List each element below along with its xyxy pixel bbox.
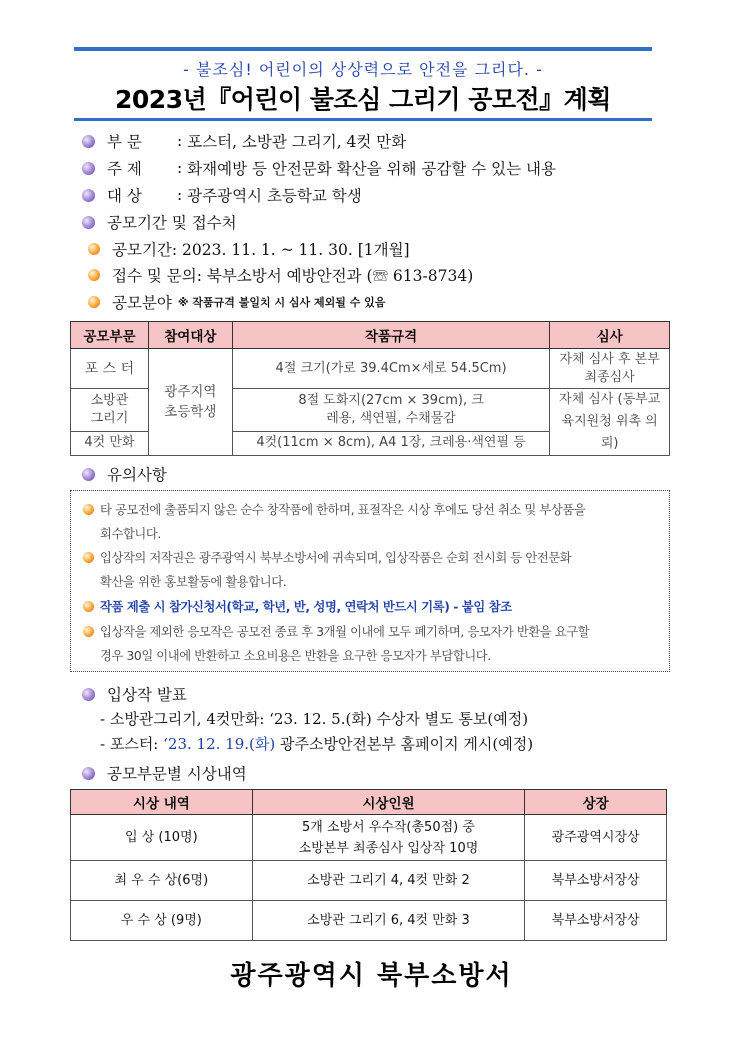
overview-label: 대 상 (107, 187, 142, 205)
note-item (83, 620, 663, 668)
orange-bullet-icon (83, 601, 94, 612)
count-cell: 소방관 그리기 4, 4컷 만화 2 (252, 861, 525, 901)
table-header-row (71, 322, 670, 349)
purple-bullet-icon (82, 216, 95, 229)
category-table (70, 321, 670, 456)
note-item (83, 498, 663, 546)
table-header-cell: 공모부문 (71, 322, 149, 349)
section-heading: 입상작 발표 (107, 686, 187, 704)
note-line: 작품 제출 시 참가신청서(학교, 학년, 반, 성명, 연락처 반드시 기록) - 붙임 참조 (100, 600, 512, 614)
count-line: 5개 소방서 우수작(총50점) 중 (301, 819, 475, 835)
notes-box (70, 490, 670, 672)
announce-rest: 광주소방안전본부 홈페이지 게시(예정) (275, 735, 534, 753)
purple-bullet-icon (82, 162, 95, 175)
count-cell: 소방관 그리기 6, 4컷 만화 3 (252, 901, 525, 941)
award-cell: 입 상 (10명) (71, 815, 253, 861)
certificate-cell: 광주광역시장상 (525, 815, 667, 861)
note-item (83, 546, 663, 594)
purple-bullet-icon (82, 468, 95, 481)
announce-prefix: - 포스터: (100, 735, 164, 753)
certificate-cell: 북부소방서장상 (525, 901, 667, 941)
notes-heading (82, 463, 167, 485)
count-line: 소방본부 최종심사 입상작 10명 (298, 840, 479, 856)
announce-line (100, 733, 533, 754)
section-heading: 공모부문별 시상내역 (107, 765, 247, 783)
overview-label: 부 문 (107, 133, 142, 151)
table-header-row (71, 790, 667, 815)
overview-value: 화재예방 등 안전문화 확산을 위해 공감할 수 있는 내용 (187, 160, 556, 178)
orange-bullet-icon (88, 269, 100, 281)
overview-item-theme: 주 제 : 화재예방 등 안전문화 확산을 위해 공감할 수 있는 내용 (82, 157, 556, 179)
note-line: 타 공모전에 출품되지 않은 순수 창작품에 한하며, 표절작은 시상 후에도 당선 취소 및 부상품을 (100, 503, 586, 517)
overview-label: 주 제 (107, 160, 142, 178)
category-label: 공모분야 (112, 294, 172, 312)
certificate-cell: 북부소방서장상 (525, 861, 667, 901)
overview-value: 포스터, 소방관 그리기, 4컷 만화 (187, 133, 407, 151)
category-cell: 소방관 그리기 (71, 389, 149, 432)
target-text: 광주지역 초등학생 (164, 384, 217, 420)
purple-bullet-icon (82, 767, 95, 780)
purple-bullet-icon (82, 688, 95, 701)
review-cell: 자체 심사 (동부교육지원청 위촉 의뢰) (550, 389, 670, 456)
count-cell (252, 815, 525, 861)
note-line: 입상작의 저작권은 광주광역시 북부소방서에 귀속되며, 입상작품은 순회 전시회 등 안전문화 (100, 551, 572, 565)
note-line: 회수합니다. (100, 527, 161, 541)
orange-bullet-icon (83, 552, 94, 563)
overview-item-category: 부 문 : 포스터, 소방관 그리기, 4컷 만화 (82, 130, 406, 152)
footer-organization: 광주광역시 북부소방서 (230, 961, 513, 991)
table-header-cell: 시상 내역 (71, 790, 253, 815)
table-row (71, 349, 670, 389)
note-line: 입상작을 제외한 응모작은 공모전 종료 후 3개월 이내에 모두 폐기하며, 응모자가 반환을 요구할 (100, 625, 590, 639)
announce-date: ‘23. 12. 19.(화) (163, 735, 276, 753)
note-item-highlight (83, 595, 663, 619)
spec-cell: 4절 크기(가로 39.4Cm×세로 54.5Cm) (232, 349, 549, 389)
orange-bullet-icon (83, 626, 94, 637)
subtitle: - 불조심! 어린이의 상상력으로 안전을 그리다. - (183, 60, 543, 79)
table-header-cell: 시상인원 (252, 790, 525, 815)
announce-line: - 소방관그리기, 4컷만화: ‘23. 12. 5.(화) 수상자 별도 통보(예정) (100, 710, 529, 728)
page-title: 2023년『어린이 불조심 그리기 공모전』계획 (115, 85, 611, 114)
orange-bullet-icon (88, 243, 100, 255)
orange-bullet-icon (83, 504, 94, 515)
awards-table (70, 789, 667, 941)
period-text: 공모기간: 2023. 11. 1. ~ 11. 30. [1개월] (112, 241, 410, 259)
section-heading: 유의사항 (107, 466, 167, 484)
overview-item-target: 대 상 : 광주광역시 초등학교 학생 (82, 184, 362, 206)
table-row (71, 901, 667, 941)
orange-bullet-icon (88, 296, 100, 308)
announce-heading (82, 683, 187, 705)
award-cell: 우 수 상 (9명) (71, 901, 253, 941)
contact-item (88, 264, 473, 286)
table-header-cell: 작품규격 (232, 322, 549, 349)
awards-heading (82, 762, 247, 784)
period-item (88, 238, 410, 260)
table-row (71, 815, 667, 861)
target-cell (148, 349, 232, 456)
category-cell: 4컷 만화 (71, 431, 149, 455)
table-header-cell: 상장 (525, 790, 667, 815)
contact-text: 접수 및 문의: 북부소방서 예방안전과 (☏ 613-8734) (112, 267, 474, 285)
category-note: ※ 작품규격 불일치 시 심사 제외될 수 있음 (177, 296, 386, 309)
purple-bullet-icon (82, 135, 95, 148)
note-line: 확산을 위한 홍보활동에 활용합니다. (100, 575, 287, 589)
purple-bullet-icon (82, 189, 95, 202)
table-header-cell: 참여대상 (148, 322, 232, 349)
section-heading: 공모기간 및 접수처 (107, 214, 237, 232)
table-row (71, 861, 667, 901)
award-cell: 최 우 수 상(6명) (71, 861, 253, 901)
period-heading (82, 211, 237, 233)
note-line: 경우 30일 이내에 반환하고 소요비용은 반환을 요구한 응모자가 부담합니다. (100, 649, 491, 663)
spec-cell: 4컷(11cm × 8cm), A4 1장, 크레용·색연필 등 (232, 431, 549, 455)
review-cell: 자체 심사 후 본부 최종심사 (550, 349, 670, 389)
category-heading (88, 291, 385, 313)
category-cell: 포 스 터 (71, 349, 149, 389)
title-rule (74, 118, 652, 121)
spec-cell: 8절 도화지(27cm × 39cm), 크레용, 색연필, 수채물감 (232, 389, 549, 432)
table-header-cell: 심사 (550, 322, 670, 349)
top-rule (74, 47, 652, 51)
overview-value: 광주광역시 초등학교 학생 (187, 187, 362, 205)
